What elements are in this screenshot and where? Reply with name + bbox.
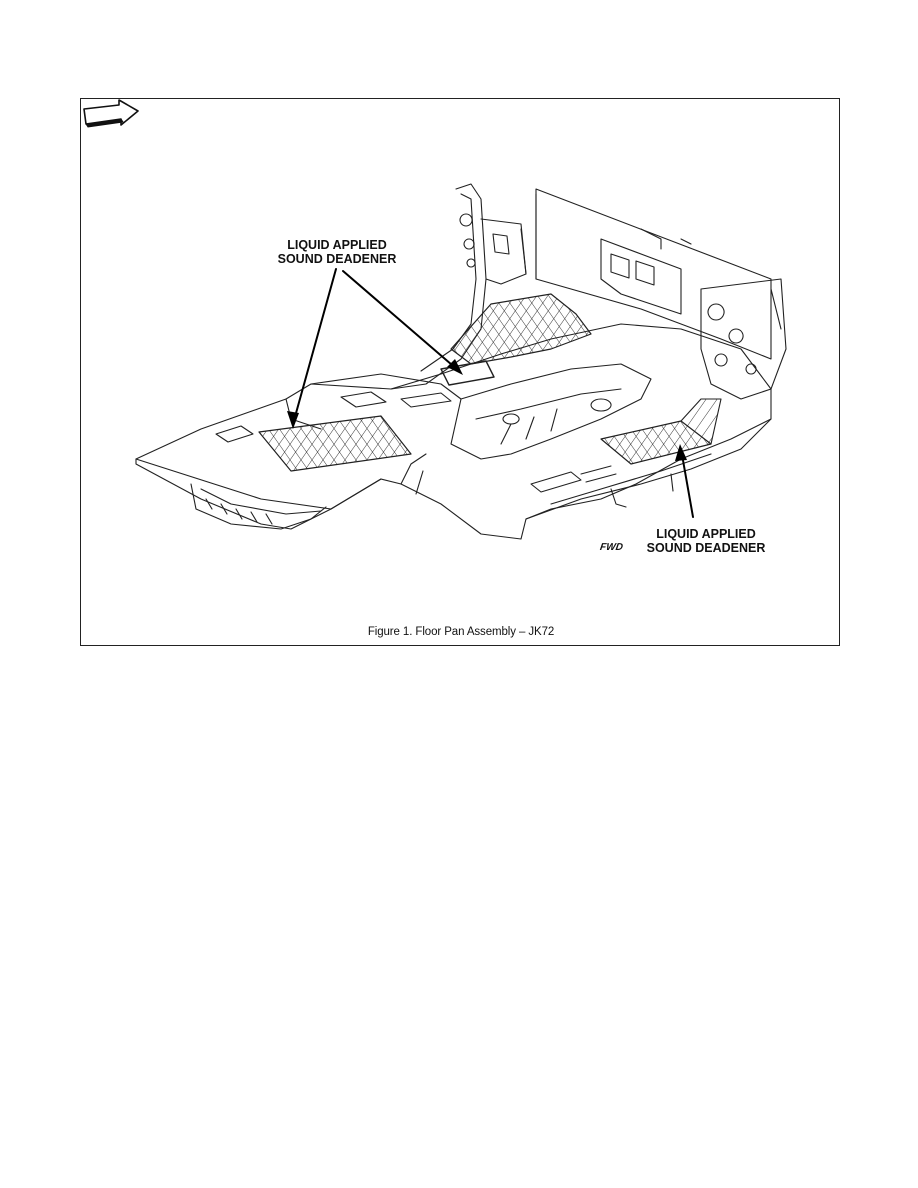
fwd-label: FWD <box>599 542 624 553</box>
figure-caption: Figure 1. Floor Pan Assembly – JK72 <box>367 626 555 638</box>
callout-line: LIQUID APPLIED <box>656 527 756 541</box>
fwd-arrow-icon <box>81 99 141 129</box>
callout-sound-deadener-bottom <box>636 527 776 555</box>
callout-sound-deadener-top <box>267 238 407 266</box>
floor-pan-illustration <box>81 99 841 647</box>
figure-frame <box>80 98 840 646</box>
callout-line: LIQUID APPLIED <box>287 238 387 252</box>
callout-line: SOUND DEADENER <box>646 541 766 555</box>
callout-line: SOUND DEADENER <box>277 252 397 266</box>
